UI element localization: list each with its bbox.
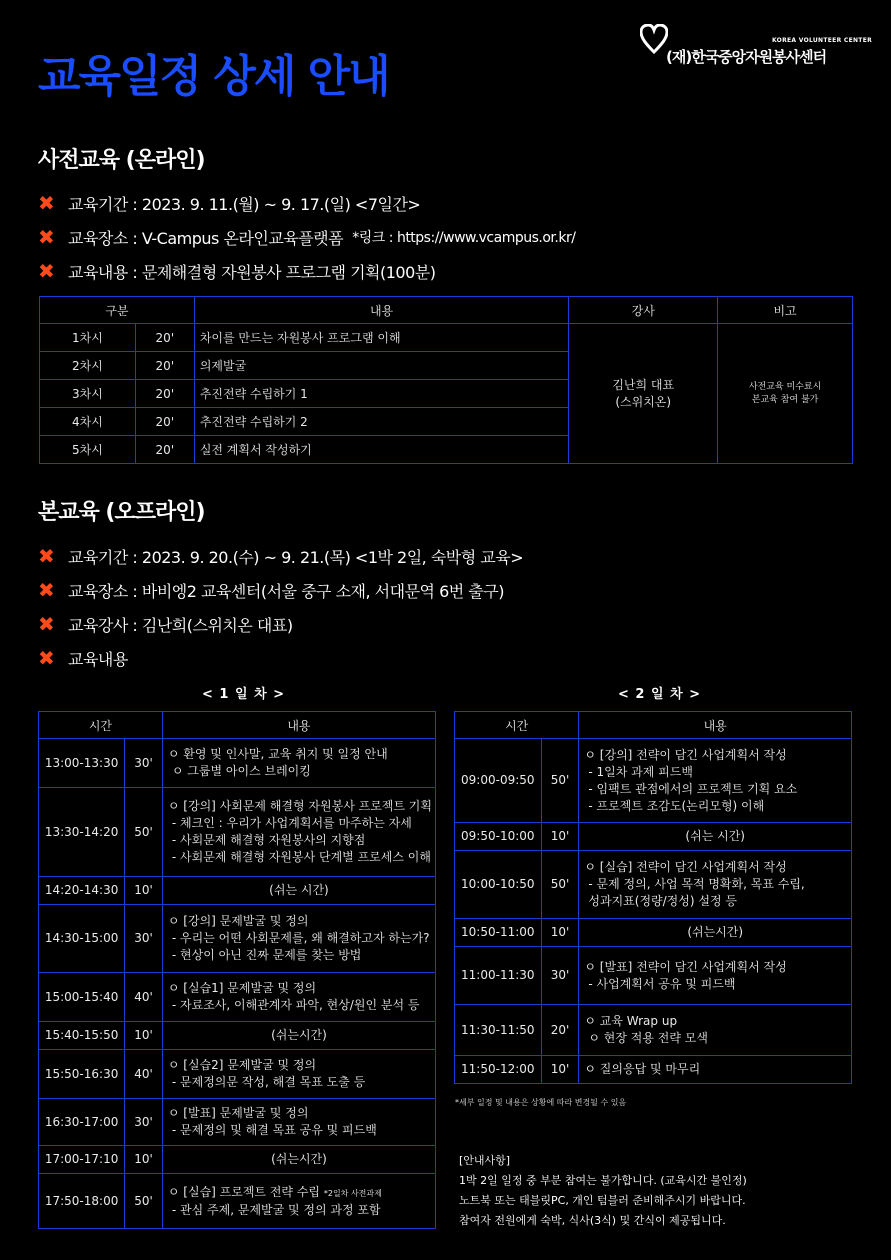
x-mark-icon: ✖ xyxy=(38,646,55,670)
notice-box xyxy=(459,1151,747,1231)
duration-cell: 50' xyxy=(541,851,579,919)
table-row xyxy=(455,1056,852,1084)
x-mark-icon: ✖ xyxy=(38,191,55,215)
content-main-line: ㅇ [실습2] 문제발굴 및 정의 xyxy=(167,1058,317,1072)
day1-schedule-table xyxy=(38,711,436,1229)
day1-label: < 1 일 차 > xyxy=(202,687,286,702)
duration-cell: 10' xyxy=(541,919,579,947)
list-item xyxy=(38,539,523,573)
online-period: 교육기간 : 2023. 9. 11.(월) ~ 9. 17.(일) <7일간> xyxy=(68,194,421,214)
notice-line: 참여자 전원에게 숙박, 식사(3식) 및 간식이 제공됩니다. xyxy=(459,1214,726,1227)
remark-cell: 사전교육 미수료시 본교육 참여 불가 xyxy=(718,324,853,464)
content-cell xyxy=(579,1056,852,1084)
content-sub-line: - 사업계획서 공유 및 피드백 xyxy=(588,976,736,991)
content-cell: 실전 계획서 작성하기 xyxy=(194,436,569,464)
table-row xyxy=(455,947,852,1005)
content-cell xyxy=(162,973,435,1022)
content-cell: 추진전략 수립하기 2 xyxy=(194,408,569,436)
break-cell: (쉬는시간) xyxy=(162,1022,435,1050)
table-row xyxy=(39,905,436,973)
content-cell xyxy=(162,1050,435,1099)
session-cell: 3차시 xyxy=(40,380,136,408)
session-cell: 4차시 xyxy=(40,408,136,436)
table-row xyxy=(455,1005,852,1056)
content-main-line: ㅇ [발표] 전략이 담긴 사업계획서 작성 xyxy=(584,959,787,974)
time-cell: 11:30-11:50 xyxy=(455,1005,542,1056)
content-sub-line: - 임팩트 관점에서의 프로젝트 기획 요소 xyxy=(588,781,798,796)
time-cell: 09:50-10:00 xyxy=(455,823,542,851)
online-section-heading: 사전교육 (온라인) xyxy=(38,148,205,173)
time-cell: 13:30-14:20 xyxy=(39,788,125,877)
table-row xyxy=(40,324,853,352)
minutes-cell: 20' xyxy=(135,436,194,464)
x-mark-icon: ✖ xyxy=(38,544,55,568)
time-cell: 17:50-18:00 xyxy=(39,1174,125,1229)
content-column-header: 내용 xyxy=(162,712,435,739)
content-cell: 의제발굴 xyxy=(194,352,569,380)
duration-cell: 50' xyxy=(541,739,579,823)
session-cell: 1차시 xyxy=(40,324,136,352)
duration-cell: 10' xyxy=(541,823,579,851)
table-header-row xyxy=(455,712,852,739)
duration-cell: 30' xyxy=(125,905,163,973)
x-mark-icon: ✖ xyxy=(38,259,55,283)
instructor-cell: 김난희 대표 (스위치온) xyxy=(569,324,718,464)
break-cell: (쉬는 시간) xyxy=(162,877,435,905)
content-sub-line: - 우리는 어떤 사회문제를, 왜 해결하고자 하는가? xyxy=(171,931,430,945)
online-place: 교육장소 : V-Campus 온라인교육플랫폼 xyxy=(68,228,344,248)
notice-line: 1박 2일 일정 중 부분 참여는 불가합니다. (교육시간 불인정) xyxy=(459,1174,747,1187)
content-cell xyxy=(579,739,852,823)
table-row xyxy=(39,788,436,877)
time-column-header: 시간 xyxy=(455,712,579,739)
table-row xyxy=(455,919,852,947)
table-row xyxy=(455,823,852,851)
table-row xyxy=(39,1174,436,1229)
list-item xyxy=(38,220,575,254)
offline-instructor: 교육강사 : 김난희(스위치온 대표) xyxy=(68,615,293,635)
list-item xyxy=(38,641,523,675)
notice-line: 노트북 또는 태블릿PC, 개인 텀블러 준비해주시기 바랍니다. xyxy=(459,1194,746,1207)
time-column-header: 시간 xyxy=(39,712,163,739)
offline-bullet-list xyxy=(38,539,523,675)
list-item xyxy=(38,254,575,288)
content-cell xyxy=(162,788,435,877)
time-cell: 15:50-16:30 xyxy=(39,1050,125,1099)
duration-cell: 10' xyxy=(125,1146,163,1174)
duration-cell: 20' xyxy=(541,1005,579,1056)
break-cell: (쉬는 시간) xyxy=(579,823,852,851)
organization-logo xyxy=(640,22,873,72)
list-item xyxy=(38,573,523,607)
table-row xyxy=(39,973,436,1022)
online-place-link[interactable]: *링크 : https://www.vcampus.or.kr/ xyxy=(352,230,576,246)
table-header: 구분 xyxy=(40,297,195,324)
day2-label: < 2 일 차 > xyxy=(618,687,702,702)
table-row xyxy=(39,739,436,788)
time-cell: 11:50-12:00 xyxy=(455,1056,542,1084)
time-cell: 13:00-13:30 xyxy=(39,739,125,788)
duration-cell: 40' xyxy=(125,973,163,1022)
table-header: 내용 xyxy=(194,297,569,324)
time-cell: 10:50-11:00 xyxy=(455,919,542,947)
offline-place: 교육장소 : 바비엥2 교육센터(서울 중구 소재, 서대문역 6번 출구) xyxy=(68,581,504,601)
duration-cell: 10' xyxy=(125,877,163,905)
table-row xyxy=(39,1099,436,1146)
list-item xyxy=(38,607,523,641)
content-main-line: ㅇ [발표] 문제발굴 및 정의 xyxy=(167,1106,309,1120)
table-row xyxy=(455,851,852,919)
content-cell xyxy=(579,1005,852,1056)
content-cell: 차이를 만드는 자원봉사 프로그램 이해 xyxy=(194,324,569,352)
assignment-tag: *2일차 사전과제 xyxy=(323,1188,382,1198)
content-sub-line: - 현상이 아닌 진짜 문제를 찾는 방법 xyxy=(171,948,362,962)
content-sub-line: - 문제정의 및 해결 목표 공유 및 피드백 xyxy=(171,1123,377,1137)
content-cell xyxy=(162,1174,435,1229)
content-main-line: ㅇ [강의] 전략이 담긴 사업계획서 작성 xyxy=(584,747,787,762)
online-bullet-list xyxy=(38,186,575,288)
table-row xyxy=(455,739,852,823)
content-sub-line: 성과지표(정량/정성) 설정 등 xyxy=(588,894,737,908)
online-content: 교육내용 : 문제해결형 자원봉사 프로그램 기획(100분) xyxy=(68,262,436,282)
list-item xyxy=(38,186,575,220)
notice-heading: [안내사항] xyxy=(459,1154,511,1167)
content-sub-line: - 사회문제 해결형 자원봉사의 지향점 xyxy=(171,833,366,847)
table-row xyxy=(39,1146,436,1174)
time-cell: 15:40-15:50 xyxy=(39,1022,125,1050)
day2-schedule-table xyxy=(454,711,852,1084)
x-mark-icon: ✖ xyxy=(38,578,55,602)
time-cell: 14:30-15:00 xyxy=(39,905,125,973)
content-sub-line: - 사회문제 해결형 자원봉사 단계별 프로세스 이해 xyxy=(171,850,431,864)
x-mark-icon: ✖ xyxy=(38,612,55,636)
time-cell: 17:00-17:10 xyxy=(39,1146,125,1174)
offline-period: 교육기간 : 2023. 9. 20.(수) ~ 9. 21.(목) <1박 2일, 숙박형 교육> xyxy=(68,547,524,567)
logo-english-name: KOREA VOLUNTEER CENTER xyxy=(772,37,873,44)
content-main-line: ㅇ [강의] 문제발굴 및 정의 xyxy=(167,914,309,928)
table-row xyxy=(39,1050,436,1099)
content-main-line: ㅇ 교육 Wrap up xyxy=(584,1014,678,1028)
time-cell: 11:00-11:30 xyxy=(455,947,542,1005)
time-cell: 14:20-14:30 xyxy=(39,877,125,905)
content-sub-line: - 관심 주제, 문제발굴 및 정의 과정 포함 xyxy=(171,1202,381,1217)
content-main-line: ㅇ [실습] 프로젝트 전략 수립 xyxy=(167,1184,321,1199)
content-main-line: ㅇ 환영 및 인사말, 교육 취지 및 일정 안내 xyxy=(167,747,388,761)
content-sub-line: - 문제정의문 작성, 해결 목표 도출 등 xyxy=(171,1075,366,1089)
duration-cell: 10' xyxy=(125,1022,163,1050)
content-cell xyxy=(162,739,435,788)
x-mark-icon: ✖ xyxy=(38,225,55,249)
content-main-line: ㅇ [강의] 사회문제 해결형 자원봉사 프로젝트 기획 xyxy=(167,799,432,813)
minutes-cell: 20' xyxy=(135,324,194,352)
content-sub-line: - 문제 정의, 사업 목적 명확화, 목표 수립, xyxy=(588,877,805,891)
duration-cell: 30' xyxy=(541,947,579,1005)
time-cell: 15:00-15:40 xyxy=(39,973,125,1022)
content-main-line: ㅇ [실습1] 문제발굴 및 정의 xyxy=(167,981,317,995)
duration-cell: 30' xyxy=(125,1099,163,1146)
content-cell xyxy=(579,851,852,919)
content-column-header: 내용 xyxy=(579,712,852,739)
duration-cell: 50' xyxy=(125,788,163,877)
content-cell: 추진전략 수립하기 1 xyxy=(194,380,569,408)
break-cell: (쉬는시간) xyxy=(162,1146,435,1174)
table-header: 강사 xyxy=(569,297,718,324)
content-cell xyxy=(162,1099,435,1146)
duration-cell: 40' xyxy=(125,1050,163,1099)
time-cell: 10:00-10:50 xyxy=(455,851,542,919)
table-header: 비고 xyxy=(718,297,853,324)
table-row xyxy=(39,1022,436,1050)
minutes-cell: 20' xyxy=(135,380,194,408)
logo-korean-name: (재)한국중앙자원봉사센터 xyxy=(666,48,827,66)
content-main-line: ㅇ [실습] 전략이 담긴 사업계획서 작성 xyxy=(584,860,787,874)
page-title: 교육일정 상세 안내 xyxy=(38,51,389,102)
content-sub-line: ㅇ 그룹별 아이스 브레이킹 xyxy=(171,764,311,778)
break-cell: (쉬는시간) xyxy=(579,919,852,947)
duration-cell: 30' xyxy=(125,739,163,788)
content-sub-line: ㅇ 현장 적용 전략 모색 xyxy=(588,1031,708,1045)
offline-section-heading: 본교육 (오프라인) xyxy=(38,500,205,525)
content-sub-line: - 1일차 과제 피드백 xyxy=(588,764,693,779)
content-main-line: ㅇ 질의응답 및 마무리 xyxy=(584,1062,701,1076)
content-cell xyxy=(162,905,435,973)
online-schedule-table xyxy=(39,296,853,464)
table-header-row xyxy=(39,712,436,739)
content-sub-line: - 프로젝트 조감도(논리모형) 이해 xyxy=(588,798,765,813)
minutes-cell: 20' xyxy=(135,352,194,380)
content-cell xyxy=(579,947,852,1005)
content-sub-line: - 자료조사, 이해관계자 파악, 현상/원인 분석 등 xyxy=(171,998,420,1012)
time-cell: 16:30-17:00 xyxy=(39,1099,125,1146)
session-cell: 5차시 xyxy=(40,436,136,464)
offline-content: 교육내용 xyxy=(68,649,128,669)
duration-cell: 10' xyxy=(541,1056,579,1084)
duration-cell: 50' xyxy=(125,1174,163,1229)
schedule-change-footnote: *세부 일정 및 내용은 상황에 따라 변경될 수 있음 xyxy=(455,1098,627,1107)
session-cell: 2차시 xyxy=(40,352,136,380)
time-cell: 09:00-09:50 xyxy=(455,739,542,823)
heart-logo-icon xyxy=(640,24,668,54)
minutes-cell: 20' xyxy=(135,408,194,436)
table-row xyxy=(39,877,436,905)
content-sub-line: - 체크인 : 우리가 사업계획서를 마주하는 자세 xyxy=(171,816,412,830)
